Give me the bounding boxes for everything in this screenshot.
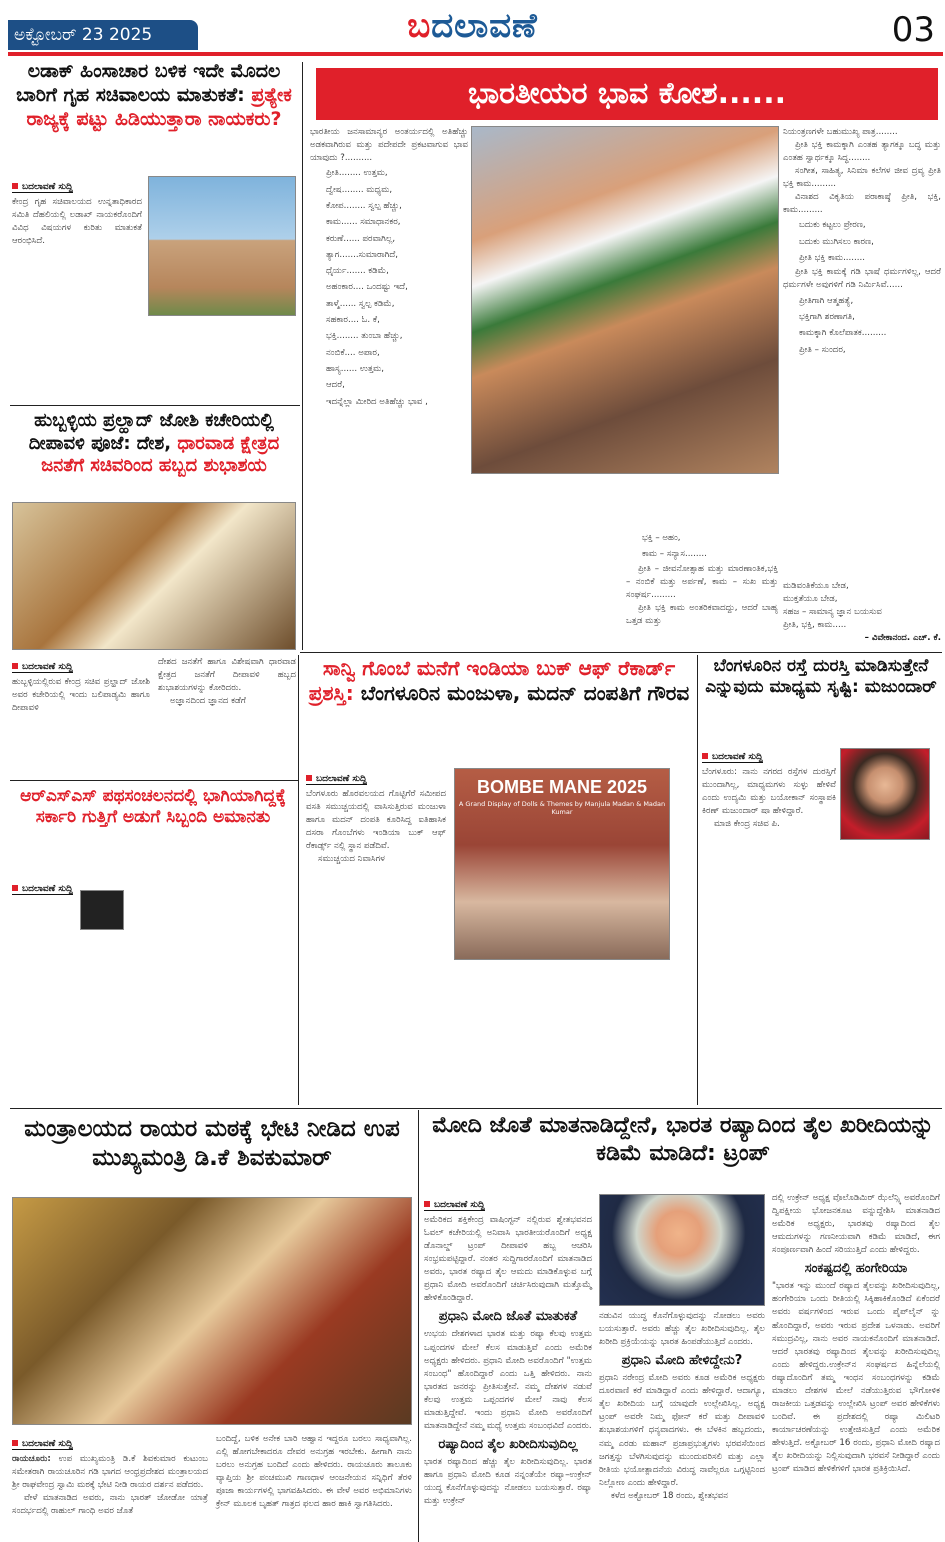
masthead (0, 0, 945, 56)
list-item: ಭಕ್ತಿಗಾಗಿ ಶರಣಾಗತಿ, (799, 311, 855, 322)
headline (10, 410, 298, 478)
closing-line: ಪ್ರೀತಿ, ಭಕ್ತಿ, ಕಾಮ..... (783, 620, 847, 631)
crowd-with-flags-photo (471, 126, 779, 474)
subheading: ಸಂಕಷ್ಟದಲ್ಲಿ ಹಂಗೇರಿಯಾ (804, 1261, 908, 1277)
dateline: ರಾಯಚೂರು: (12, 1454, 51, 1464)
divider (697, 655, 698, 1105)
article-body: "ಭಾರತ ಇನ್ನು ಮುಂದೆ ರಷ್ಯಾದ ತೈಲವನ್ನು ಖರೀದಿಸುವುದಿಲ್ಲ, ಹಂಗೇರಿಯಾ ಒಂದು ರೀತಿಯಲ್ಲಿ ಸಿಕ್ಕಿಹಾಕಿಕೊಂಡಿದೆ ಏಕೆಂದರೆ ಅವರು ವರ್ಷಗಳಿಂದ ಇರುವ ಒಂದು ಪೈಪ್‌ಲೈನ್ ನ್ನು ಹೊಂದಿದ್ದಾರೆ, ಅವರು ಇರುವ ಪ್ರದೇಶ ಒಳನಾಡು. ಅವರಿಗೆ ಸಮುದ್ರವಿಲ್ಲ, ನಾನು ಅವರ ನಾಯಕನೊಂದಿಗೆ ಮಾತನಾಡಿದೆ. ಆದರೆ ಭಾರತವು ರಷ್ಯಾದಿಂದ ತೈಲವನ್ನು ಖರೀದಿಸುವುದಿಲ್ಲ ಎಂದು ಹೇಳಿದ್ದರು.ಉಕ್ರೇನ್‌ನ ಸಂಘರ್ಷದ ಹಿನ್ನೆಲೆಯಲ್ಲಿ ರಷ್ಯಾದೊಂದಿಗೆ ತಮ್ಮ ಇಂಧನ ಸಂಬಂಧಗಳನ್ನು ಕಡಿಮೆ ಮಾಡಲು ದೇಶಗಳ ಮೇಲೆ ನಡೆಯುತ್ತಿರುವ ಭೌಗೋಳಿಕ ರಾಜಕೀಯ ಒತ್ತಡವನ್ನು ಉಲ್ಲೇಖಿಸಿ ಟ್ರಂಪ್ ಅವರ ಹೇಳಿಕೆಗಳು ಬಂದಿವೆ. ಈ ಪ್ರದೇಶದಲ್ಲಿ ರಷ್ಯಾ ಮಿಲಿಟರಿ ಕಾರ್ಯಾಚರಣೆಯನ್ನು ಉತ್ತೇಜಿಸುತ್ತಿದೆ ಎಂದು ಅಮೆರಿಕ ಹೇಳುತ್ತಿದೆ. ಅಕ್ಟೋಬರ್ 16 ರಂದು, ಪ್ರಧಾನಿ ಮೋದಿ ರಷ್ಯಾದ ತೈಲ ಖರೀದಿಯನ್ನು ನಿಲ್ಲಿಸುವುದಾಗಿ ಭರವಸೆ ನೀಡಿದ್ದಾರೆ ಎಂದು ಟ್ರಂಪ್ ಮಾಡಿದ ಹೇಳಿಕೆಗಳಿಗೆ ಭಾರತ ಪ್ರತಿಕ್ರಿಯಿಸಿದೆ. (772, 1281, 940, 1475)
paragraph: ನಿಯಂತ್ರಣಗಳೇ ಬಹುಮುಖ್ಯ ಪಾತ್ರ........ (783, 127, 898, 137)
list-item: ಕಾಮ – ಸನ್ಯಾಸ........ (642, 549, 707, 560)
bhava-mid-col (626, 530, 778, 648)
suspension-letter-photo (80, 890, 124, 930)
paragraph: ಪ್ರೀತಿ ಭಕ್ತಿ ಕಾಮಕ್ಕಾಗಿ ಎಂತಹ ತ್ಯಾಗಕ್ಕೂ ಬದ್ಧ ಮತ್ತು ಎಂತಹ ಸ್ವಾರ್ಥಕ್ಕೂ ಸಿದ್ಧ........ (783, 140, 941, 164)
paragraph: ಸಂಗೀತ, ಸಾಹಿತ್ಯ, ಸಿನಿಮಾ ಕಲೆಗಳ ಜೀವ ದ್ರವ್ಯ ಪ್ರೀತಿ ಭಕ್ತಿ ಕಾಮ......... (783, 166, 941, 190)
list-item: ಕೋಪ........ ಸ್ವಲ್ಪ ಹೆಚ್ಚು, (326, 200, 402, 211)
subheading: ಪ್ರಧಾನಿ ಮೋದಿ ಜೊತೆ ಮಾತುಕತೆ (438, 1309, 578, 1325)
headline-red: ಆರ್‌ಎಸ್‌ಎಸ್ ಪಥಸಂಚಲನದಲ್ಲಿ ಭಾಗಿಯಾಗಿದ್ದಕ್ಕೆ ಸರ್ಕಾರಿ ಗುತ್ತಿಗೆ ಅಡುಗೆ ಸಿಬ್ಬಂದಿ ಅಮಾನತು (20, 786, 286, 828)
photo-banner-subtitle: A Grand Display of Dolls & Themes by Manjula Madan & Madan Kumar (458, 800, 666, 816)
list-item: ಕರುಣೆ...... ಪರವಾಗಿಲ್ಲ, (326, 233, 396, 244)
list-item: ಪ್ರೀತಿ........ ಉತ್ತಮ, (326, 168, 388, 179)
byline: ಬದಲಾವಣೆ ಸುದ್ದಿ (12, 1439, 73, 1450)
list-item: ಕಾಮಕ್ಕಾಗಿ ಕೊಲೆಪಾತಕ......... (799, 328, 887, 339)
temple-visit-photo (12, 1197, 412, 1425)
headline-red: ಧಾರವಾಡ ಕ್ಷೇತ್ರದ ಜನತೆಗೆ ಸಚಿವರಿಂದ ಹಬ್ಬದ ಶುಭಾಶಯ (41, 432, 280, 476)
article-body: ವೇಳೆ ಮಾತನಾಡಿದ ಅವರು, ನಾನು ಭಾರತ್ ಜೋಡೋ ಯಾತ್ರೆ ಸಂದರ್ಭದಲ್ಲಿ ರಾಹುಲ್ ಗಾಂಧಿ ಅವರ ಜೊತೆ (12, 1493, 208, 1517)
subheading: ಪ್ರಧಾನಿ ಮೋದಿ ಹೇಳಿದ್ದೇನು? (621, 1353, 743, 1369)
author: – ವಿವೇಕಾನಂದ. ಎಚ್. ಕೆ. (864, 633, 941, 644)
byline: ಬದಲಾವಣೆ ಸುದ್ದಿ (702, 752, 763, 763)
trump-photo (599, 1194, 765, 1306)
article-mantralaya (10, 1115, 414, 1542)
list-item: ಬದುಕು ಮುಗಿಸಲು ಕಾರಣ, (799, 236, 874, 247)
byline: ಬದಲಾವಣೆ ಸುದ್ದಿ (306, 774, 367, 785)
article-body: ನಡುವಿನ ಯುದ್ಧ ಕೊನೆಗೊಳ್ಳುವುದನ್ನು ನೋಡಲು ಅವರು ಬಯಸುತ್ತಾರೆ. ಅವರು ಹೆಚ್ಚು ತೈಲ ಖರೀದಿಸುವುದಿಲ್ಲ. ತೈಲ ಖರೀದಿ ಪ್ರಕ್ರಿಯೆಯನ್ನು ಭಾರತ ಹಿಂಪಡೆಯುತ್ತಿದೆ ಎಂದರು. (599, 1311, 765, 1348)
closing-line: ಮಡಿವಂತಿಕೆಯೂ ಬೇಡ, (783, 581, 849, 591)
list-item: ಕಾಮ...... ಸಮಾಧಾನಕರ, (326, 217, 401, 228)
headline: ಮಂತ್ರಾಲಯದ ರಾಯರ ಮಠಕ್ಕೆ ಭೇಟಿ ನೀಡಿದ ಉಪ ಮುಖ್ಯಮಂತ್ರಿ ಡಿ.ಕೆ ಶಿವಕುಮಾರ್ (24, 1116, 400, 1171)
list-item: ತ್ಯಾಗ.......ಸುಮಾರಾಗಿದೆ, (326, 249, 398, 260)
list-item: ಧೈರ್ಯ....... ಕಡಿಮೆ, (326, 266, 389, 277)
article-body: ಹುಬ್ಬಳ್ಳಿಯಲ್ಲಿರುವ ಕೇಂದ್ರ ಸಚಿವ ಪ್ರಲ್ಹಾದ್ ಜೋಶಿ ಅವರ ಕಚೇರಿಯಲ್ಲಿ ಇಂದು ಬಲಿಪಾಡ್ಯಮಿ ಹಾಗೂ ದೀಪಾವಳಿ (12, 677, 150, 714)
headline-red: ಪ್ರತ್ಯೇಕ ರಾಜ್ಯಕ್ಕೆ ಪಟ್ಟು ಹಿಡಿಯುತ್ತಾರಾ ನಾಯಕರು? (26, 83, 292, 130)
divider (418, 1110, 419, 1542)
article-body: ದೇಶದ ಜನತೆಗೆ ಹಾಗೂ ವಿಶೇಷವಾಗಿ ಧಾರವಾಡ ಕ್ಷೇತ್ರದ ಜನತೆಗೆ ದೀಪಾವಳಿ ಹಬ್ಬದ ಶುಭಾಶಯಗಳನ್ನು ಕೋರಿದರು. (158, 657, 296, 694)
divider (300, 652, 942, 653)
puja-photo (12, 502, 296, 650)
divider (10, 780, 298, 781)
list-item: ಪ್ರೀತಿಗಾಗಿ ಆತ್ಮಹತ್ಯೆ, (799, 295, 854, 306)
bombe-mane-photo (454, 768, 670, 960)
closing-line: ಸಹಜ – ಸಾಮಾನ್ಯ ಜ್ಞಾನ ಬಯಸುವ (783, 607, 882, 618)
article-majumdar (700, 656, 942, 1106)
article-bombe-mane (304, 656, 694, 1106)
article-body: ಅಮೆರಿಕದ ಶಕ್ತಿಕೇಂದ್ರ ವಾಷಿಂಗ್ಟನ್ ನಲ್ಲಿರುವ ಶ್ವೇತಭವನದ ಓವಲ್ ಕಚೇರಿಯಲ್ಲಿ ಅನಿವಾಸಿ ಭಾರತೀಯರೊಂದಿಗೆ ಅಧ್ಯಕ್ಷ ಡೊನಾಲ್ಡ್ ಟ್ರಂಪ್ ದೀಪಾವಳಿ ಹಬ್ಬ ಆಚರಿಸಿ ಸಂಭ್ರಮಪಟ್ಟಿದ್ದಾರೆ. ನಂತರ ಸುದ್ದಿಗಾರರೊಂದಿಗೆ ಮಾತನಾಡಿದ ಅವರು, ಭಾರತ ರಷ್ಯಾದ ತೈಲ ಆಮದು ಮಾಡಿಕೊಳ್ಳುವ ಬಗ್ಗೆ ಪ್ರಧಾನಿ ಮೋದಿ ಅವರೊಂದಿಗೆ ಚರ್ಚಿಸಿರುವುದಾಗಿ ಮತ್ತೊಮ್ಮೆ ಹೇಳಿಕೊಂಡಿದ್ದಾರೆ. (424, 1215, 592, 1304)
headline: ಮೋದಿ ಜೊತೆ ಮಾತನಾಡಿದ್ದೇನೆ, ಭಾರತ ರಷ್ಯಾದಿಂದ ತೈಲ ಖರೀದಿಯನ್ನು ಕಡಿಮೆ ಮಾಡಿದೆ: ಟ್ರಂಪ್ (432, 1113, 934, 1166)
list-item: ಸಹಕಾರ.... ಓ. ಕೆ, (326, 315, 380, 326)
paragraph: ವಿನಾಶದ ವಿಕೃತಿಯ ಪರಾಕಾಷ್ಠೆ ಪ್ರೀತಿ, ಭಕ್ತಿ, ಕಾಮ......... (783, 192, 941, 216)
paragraph: ಪ್ರೀತಿ ಭಕ್ತಿ ಕಾಮ ಅಂತರಿಕವಾದದ್ದು, ಆದರೆ ಬಾಹ್ಯ ಒತ್ತಡ ಮತ್ತು (626, 602, 778, 626)
bhava-right-col (783, 126, 941, 476)
divider (298, 655, 299, 1105)
divider (302, 62, 303, 650)
article-body: ಉಭಯ ದೇಶಗಳಾದ ಭಾರತ ಮತ್ತು ರಷ್ಯಾ ಕೆಲವು ಉತ್ತಮ ಒಪ್ಪಂದಗಳ ಮೇಲೆ ಕೆಲಸ ಮಾಡುತ್ತಿವೆ ಎಂದು ಅಮೆರಿಕ ಅಧ್ಯಕ್ಷರು ಹೇಳಿದರು. ಪ್ರಧಾನಿ ಮೋದಿ ಅವರೊಂದಿಗೆ "ಉತ್ತಮ ಸಂಬಂಧ" ಹೊಂದಿದ್ದಾರೆ ಎಂದು ಒತ್ತಿ ಹೇಳಿದರು. ನಾನು ಭಾರತದ ಜನರನ್ನು ಪ್ರೀತಿಸುತ್ತೇನೆ. ನಮ್ಮ ದೇಶಗಳ ನಡುವೆ ಕೆಲವು ಉತ್ತಮ ಒಪ್ಪಂದಗಳ ಮೇಲೆ ನಾವು ಕೆಲಸ ಮಾಡುತ್ತಿದ್ದೇವೆ. ಇಂದು ಪ್ರಧಾನಿ ಮೋದಿ ಅವರೊಂದಿಗೆ ಮಾತನಾಡಿದ್ದೇನೆ ನಮ್ಮ ಮಧ್ಯೆ ಉತ್ತಮ ಸಂಬಂಧವಿದೆ ಎಂದರು. (424, 1329, 592, 1431)
article-body: ಮಾಜಿ ಕೇಂದ್ರ ಸಚಿವ ಪಿ. (714, 819, 780, 830)
logo-rest: ದಲಾವಣೆ (431, 6, 538, 46)
article-hubballi (10, 410, 298, 778)
paragraph: ಪ್ರೀತಿ – ಜೀವನೋತ್ಸಾಹ ಮತ್ತು ಮಾರಣಾಂತಿಕ,ಭಕ್ತಿ – ನಂಬಿಕೆ ಮತ್ತು ಅರ್ಪಣೆ, ಕಾಮ – ಸುಖ ಮತ್ತು ಸಂಘರ್ಷ......... (626, 563, 778, 600)
list-item: ಆದರೆ, (326, 380, 345, 391)
article-body: ಅಜ್ಞಾನದಿಂದ ಜ್ಞಾನದ ಕಡೆಗೆ (170, 696, 246, 707)
article-body: ಕಳೆದ ಅಕ್ಟೋಬರ್ 18 ರಂದು, ಶ್ವೇತಭವನ (611, 1490, 729, 1501)
article-rss (10, 786, 296, 1106)
bhava-list (310, 165, 468, 410)
article-body: ಬೆಂಗಳೂರು ಹೊರವಲಯದ ಗೊಟ್ಟಿಗೆರೆ ಸಮೀಪದ ವಸತಿ ಸಮುಚ್ಚಯದಲ್ಲಿ ವಾಸಿಸುತ್ತಿರುವ ಮಂಜುಳಾ ಹಾಗೂ ಮದನ್ ದಂಪತಿ ಕೂರಿಸಿದ್ದ ಐತಿಹಾಸಿಕ ದಸರಾ ಗೊಂಬೆಗಳು ಇಂಡಿಯಾ ಬುಕ್ ಆಫ್ ರೆಕಾರ್ಡ್ಸ್ ನಲ್ಲಿ ಸ್ಥಾನ ಪಡೆದಿವೆ. (306, 789, 446, 852)
list-item: ನಂಬಿಕೆ.... ಅಪಾರ, (326, 347, 380, 358)
headline-black: ಲಡಾಕ್ ಹಿಂಸಾಚಾರ ಬಳಿಕ ಇದೇ ಮೊದಲ ಬಾರಿಗೆ ಗೃಹ ಸಚಿವಾಲಯ ಮಾತುಕತೆ: (16, 60, 281, 106)
article-body: ಪ್ರಧಾನಿ ನರೇಂದ್ರ ಮೋದಿ ಅವರು ಕೂಡ ಅಮೆರಿಕ ಅಧ್ಯಕ್ಷರು ದೂರವಾಣಿ ಕರೆ ಮಾಡಿದ್ದಾರೆ ಎಂದು ಹೇಳಿದ್ದಾರೆ. ಆದಾಗ್ಯೂ, ತೈಲ ಖರೀದಿಯ ಬಗ್ಗೆ ಯಾವುದೇ ಉಲ್ಲೇಖಿಸಿಲ್ಲ. ಅಧ್ಯಕ್ಷ ಟ್ರಂಪ್ ಅವರೇ ನಿಮ್ಮ ಫೋನ್ ಕರೆ ಮತ್ತು ದೀಪಾವಳಿ ಶುಭಾಶಯಗಳಿಗೆ ಧನ್ಯವಾದಗಳು. ಈ ಬೆಳಕಿನ ಹಬ್ಬದಂದು, ನಮ್ಮ ಎರಡು ಮಹಾನ್ ಪ್ರಜಾಪ್ರಭುತ್ವಗಳು ಭರವಸೆಯಿಂದ ಜಗತ್ತನ್ನು ಬೆಳಗಿಸುವುದನ್ನು ಮುಂದುವರಿಸಲಿ ಮತ್ತು ಎಲ್ಲಾ ರೀತಿಯ ಭಯೋತ್ಪಾದನೆಯ ವಿರುದ್ಧ ನಾವೆಲ್ಲರೂ ಒಗ್ಗಟ್ಟಿನಿಂದ ನಿಲ್ಲೋಣ ಎಂದು ಹೇಳಿದ್ದಾರೆ. (599, 1373, 765, 1488)
newspaper-logo (0, 6, 945, 46)
article-body (12, 1453, 208, 1492)
byline: ಬದಲಾವಣೆ ಸುದ್ದಿ (12, 884, 73, 895)
article-body: ಭಾರತ ರಷ್ಯಾದಿಂದ ಹೆಚ್ಚು ತೈಲ ಖರೀದಿಸುವುದಿಲ್ಲ. ಭಾರತ ಹಾಗೂ ಪ್ರಧಾನಿ ಮೋದಿ ಕೂಡ ನನ್ನಂತೆಯೇ ರಷ್ಯಾ–ಉಕ್ರೇನ್ ಯುದ್ಧ ಕೊನೆಗೊಳ್ಳುವುದನ್ನು ನೋಡಲು ಬಯಸುತ್ತಾರೆ. ರಷ್ಯಾ ಮತ್ತು ಉಕ್ರೇನ್ (424, 1456, 592, 1507)
paragraph: ಪ್ರೀತಿ ಭಕ್ತಿ ಕಾಮಕ್ಕೆ ಗಡಿ ಭಾಷೆ ಧರ್ಮಗಳಿಲ್ಲ, ಆದರೆ ಧರ್ಮಗಳೇ ಅವುಗಳಿಗೆ ಗಡಿ ನಿರ್ಮಿಸಿವೆ...... (783, 267, 941, 291)
logo-first-letter: ಬ (407, 6, 432, 46)
list-item: ಭಕ್ತಿ........ ತುಂಬಾ ಹೆಚ್ಚು, (326, 331, 403, 342)
masthead-rule (8, 52, 943, 56)
list-item: ತಾಳ್ಮೆ...... ಸ್ವಲ್ಪ ಕಡಿಮೆ, (326, 298, 395, 309)
issue-date: ಅಕ್ಟೋಬರ್ 23 2025 (8, 20, 198, 50)
closing-line: ಮುಕ್ತತೆಯೂ ಬೇಡ, (783, 594, 838, 605)
list-item: ಬದುಕು ಕಟ್ಟಲು ಪ್ರೇರಣ, (799, 220, 866, 231)
bhava-kosha-banner: ಭಾರತೀಯರ ಭಾವ ಕೋಶ...... (316, 68, 938, 120)
north-block-photo (148, 176, 296, 316)
article-body: ಬಂದಿದ್ದೆ, ಬಳಿಕ ಅನೇಕ ಬಾರಿ ಆಹ್ವಾನ ಇದ್ದರೂ ಬರಲು ಸಾಧ್ಯವಾಗಿಲ್ಲ. ಎಲ್ಲಿ ಹೋಗಬೇಕಾದರೂ ದೇವರ ಅನುಗ್ರಹ ಇರಬೇಕು. ಹೀಗಾಗಿ ನಾನು ಬರಲು ಅನುಗ್ರಹ ಬಂದಿದೆ ಎಂದು ಹೇಳಿದರು. ರಾಯಚೂರು ತಾಲೂಕು ವ್ಯಾಪ್ತಿಯ ಶ್ರೀ ಪಂಚಮುಖಿ ಗಾಣಧಾಳ ಆಂಜನೇಯನ ಸನ್ನಿಧಿಗೆ ತೆರಳಿ ಪೂಜಾ ಕಾರ್ಯಗಳಲ್ಲಿ ಭಾಗವಹಿಸಿದರು. ಈ ವೇಳೆ ಅವರ ಅಭಿಮಾನಿಗಳು ಕ್ರೇನ್ ಮೂಲಕ ಬೃಹತ್ ಗಾತ್ರದ ಫಲದ ಹಾರ ಹಾಕಿ ಸ್ವಾಗತಿಸಿದರು. (216, 1434, 412, 1510)
body-text: ಉಪ ಮುಖ್ಯಮಂತ್ರಿ ಡಿ.ಕೆ ಶಿವಕುಮಾರ ಕುಟುಂಬ ಸಮೇತರಾಗಿ ರಾಯಚೂರಿನ ಗಡಿ ಭಾಗದ ಆಂಧ್ರಪ್ರದೇಶದ ಮಂತ್ರಾಲಯದ ಶ್ರೀ ರಾಘವೇಂದ್ರ ಸ್ವಾಮಿ ಮಠಕ್ಕೆ ಭೇಟಿ ನೀಡಿ ರಾಯರ ದರ್ಶನ ಪಡೆದರು. (12, 1454, 208, 1491)
article-body: ಬೆಂಗಳೂರು: ನಾನು ನಗರದ ರಸ್ತೆಗಳ ದುರಸ್ತಿಗೆ ಮುಂದಾಗಿಲ್ಲ, ಮಾಧ್ಯಮಗಳು ಸುಳ್ಳು ಹೇಳಿವೆ ಎಂದು ಉದ್ಯಮಿ ಮತ್ತು ಬಯೋಕಾನ್ ಸಂಸ್ಥಾಪಕಿ ಕಿರಣ್ ಮಜುಂದಾರ್ ಷಾ ಹೇಳಿದ್ದಾರೆ. (702, 767, 836, 817)
headline: ಬೆಂಗಳೂರಿನ ರಸ್ತೆ ದುರಸ್ತಿ ಮಾಡಿಸುತ್ತೇನೆ ಎನ್ನುವುದು ಮಾಧ್ಯಮ ಸೃಷ್ಟಿ: ಮಜುಂದಾರ್ (705, 656, 937, 698)
headline-red: ಸಾನ್ವಿ ಗೊಂಬೆ ಮನೆಗೆ ಇಂಡಿಯಾ ಬುಕ್ ಆಫ್ ರೆಕಾರ್ಡ್ ಪ್ರಶಸ್ತಿ: (308, 656, 676, 705)
list-item: ಅಹಂಕಾರ.... ಒಂದಷ್ಟು ಇದೆ, (326, 282, 408, 293)
subheading: ರಷ್ಯಾದಿಂದ ತೈಲ ಖರೀದಿಸುವುದಿಲ್ಲ (438, 1436, 578, 1452)
intro: ಭಾರತೀಯ ಜನಸಾಮಾನ್ಯರ ಅಂತರ್ಯದಲ್ಲಿ ಅತಿಹೆಚ್ಚು ಅಡಕವಾಗಿರುವ ಮತ್ತು ಪದೇಪದೇ ಪ್ರಕಟವಾಗುವ ಭಾವ ಯಾವುದು ?.......... (310, 127, 468, 164)
page-number: 03 (891, 10, 935, 50)
bhava-closing (783, 580, 941, 650)
divider (10, 1108, 942, 1109)
list-item: ಪ್ರೀತಿ ಭಕ್ತಿ ಕಾಮ........ (799, 253, 865, 264)
article-body: ಸಮುಚ್ಚಯದ ನಿವಾಸಿಗಳ (318, 854, 385, 865)
article-body: ಕೇಂದ್ರ ಗೃಹ ಸಚಿವಾಲಯದ ಉನ್ನತಾಧಿಕಾರದ ಸಮಿತಿ ದೆಹಲಿಯಲ್ಲಿ ಲಡಾಖ್ ನಾಯಕರೊಂದಿಗೆ ವಿವಿಧ ವಿಷಯಗಳ ಕುರಿತು ಮಾತುಕತೆ ಆರಂಭಿಸಿದೆ. (12, 197, 142, 247)
byline: ಬದಲಾವಣೆ ಸುದ್ದಿ (12, 662, 73, 673)
list-item: ಭಕ್ತಿ – ಅಹಂ, (642, 533, 681, 543)
byline: ಬದಲಾವಣೆ ಸುದ್ದಿ (424, 1200, 485, 1211)
list-item: ಹಾಸ್ಯ...... ಉತ್ತಮ, (326, 364, 385, 375)
article-trump (424, 1112, 942, 1542)
headline-black: ಹುಬ್ಬಳ್ಳಿಯ ಪ್ರಲ್ಹಾದ್ ಜೋಶಿ ಕಚೇರಿಯಲ್ಲಿ ದೀಪಾವಳಿ ಪೂಜೆ: ದೇಶ, (28, 410, 274, 454)
article-body: ದಲ್ಲಿ ಉಕ್ರೇನ್ ಅಧ್ಯಕ್ಷ ವೊಲೊಡಿಮಿರ್ ಝೆಲೆನ್ಸ್ಕಿ ಅವರೊಂದಿಗೆ ದ್ವಿಪಕ್ಷೀಯ ಭೋಜನಕೂಟ ವನ್ನುದ್ದೇಶಿಸಿ ಮಾತನಾಡಿದ ಅಮೆರಿಕ ಅಧ್ಯಕ್ಷರು, ಭಾರತವು ರಷ್ಯಾದಿಂದ ತೈಲ ಆಮದುಗಳನ್ನು ಗಣನೀಯವಾಗಿ ಕಡಿಮೆ ಮಾಡಿದೆ, ಈಗ ಸಂಪೂರ್ಣವಾಗಿ ಹಿಂದೆ ಸರಿಯುತ್ತಿದೆ ಎಂದು ಹೇಳಿದ್ದರು. (772, 1193, 940, 1256)
photo-banner-title: BOMBE MANE 2025 (476, 777, 648, 797)
kiran-majumdar-photo (840, 748, 930, 840)
headline (304, 656, 694, 706)
divider (10, 405, 300, 406)
list-item: ಇದನ್ನೆಲ್ಲಾ ಮೀರಿದ ಅತಿಹೆಚ್ಚು ಭಾವ , (326, 396, 428, 407)
headline-black: ಬೆಂಗಳೂರಿನ ಮಂಜುಳಾ, ಮದನ್ ದಂಪತಿಗೆ ಗೌರವ (360, 681, 690, 705)
list-item: ಪ್ರೀತಿ – ಸುಂದರ, (799, 344, 846, 355)
headline (10, 60, 298, 131)
article-ladakh (10, 60, 298, 404)
list-item: ದ್ವೇಷ........ ಮಧ್ಯಮ, (326, 184, 393, 195)
bhava-col1 (310, 126, 468, 596)
byline: ಬದಲಾವಣೆ ಸುದ್ದಿ (12, 182, 73, 193)
